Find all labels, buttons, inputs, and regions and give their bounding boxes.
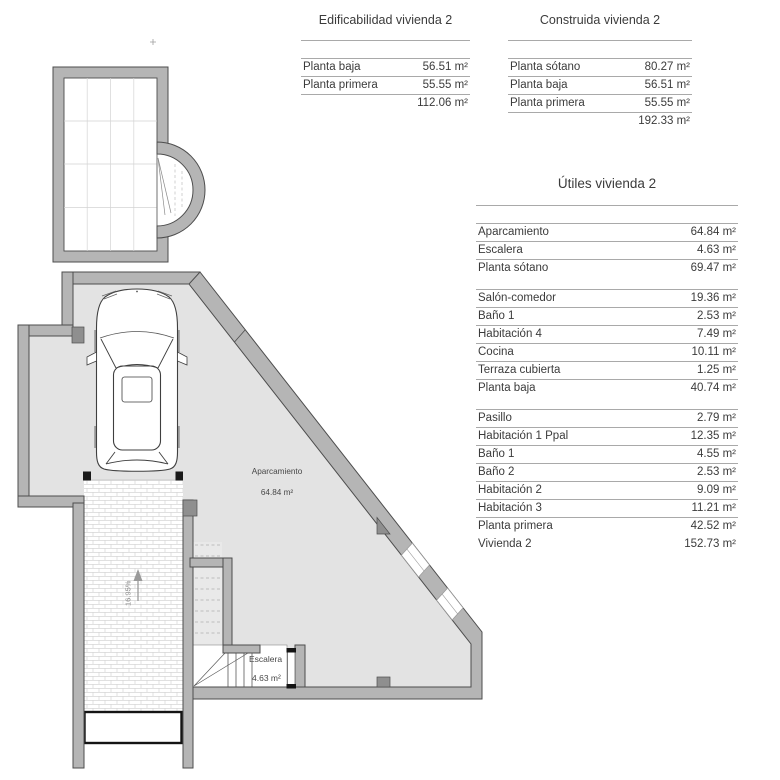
- stair-door: [287, 648, 297, 689]
- aparcamiento-label: Aparcamiento: [251, 467, 303, 476]
- row-value: 56.51 m²: [644, 79, 690, 91]
- row-label: Cocina: [478, 346, 514, 358]
- wall-stair-stub-bottom: [223, 645, 260, 653]
- row-label: Baño 2: [478, 466, 515, 478]
- row-value: 56.51 m²: [422, 61, 468, 73]
- garage-door: [85, 712, 182, 743]
- table-title: Edificabilidad vivienda 2: [301, 9, 470, 41]
- edificabilidad-table: [301, 9, 470, 112]
- row-value: 80.27 m²: [644, 61, 690, 73]
- stair-upper-flight-dashed: [193, 542, 222, 645]
- row-label: Habitación 3: [478, 502, 542, 514]
- row-value: 19.36 m²: [690, 292, 736, 304]
- wall-left-alcove: [18, 325, 29, 505]
- utiles-table: [476, 172, 738, 553]
- tiled-room: [53, 67, 205, 262]
- table-row: [476, 343, 738, 361]
- row-label: Salón-comedor: [478, 292, 556, 304]
- table-row: [476, 409, 738, 427]
- ramp: [84, 480, 183, 768]
- car-top-view: [87, 289, 187, 471]
- row-label: Planta primera: [303, 79, 378, 91]
- row-value: 12.35 m²: [690, 430, 736, 442]
- table-row: [476, 241, 738, 259]
- row-label: Planta baja: [303, 61, 361, 73]
- construida-table: [508, 9, 692, 130]
- car-antenna: [136, 291, 138, 293]
- row-value: 4.63 m²: [697, 244, 736, 256]
- row-label: Habitación 1 Ppal: [478, 430, 569, 442]
- row-value: 2.53 m²: [697, 310, 736, 322]
- row-value: 55.55 m²: [422, 79, 468, 91]
- row-label: Vivienda 2: [478, 538, 532, 550]
- table-subtotal-row: [476, 259, 738, 277]
- table-row: [476, 361, 738, 379]
- row-value: 1.25 m²: [697, 364, 736, 376]
- row-label: Habitación 2: [478, 484, 542, 496]
- total-value: 192.33 m²: [638, 115, 690, 127]
- table-row: [301, 58, 470, 76]
- table-row: [476, 223, 738, 241]
- table-row: [476, 427, 738, 445]
- row-label: Planta baja: [510, 79, 568, 91]
- table-title: Construida vivienda 2: [508, 9, 692, 41]
- table-row: [476, 445, 738, 463]
- aparcamiento-area: 64.84 m²: [260, 488, 294, 497]
- total-value: 152.73 m²: [684, 538, 736, 550]
- wall-door-jamb: [295, 645, 305, 687]
- table-total-row: [476, 535, 738, 553]
- car-body: [97, 289, 178, 471]
- row-label: Baño 1: [478, 310, 515, 322]
- row-label: Baño 1: [478, 448, 515, 460]
- row-label: Terraza cubierta: [478, 364, 561, 376]
- row-value: 10.11 m²: [691, 346, 736, 358]
- table-row: [476, 289, 738, 307]
- table-row: [476, 499, 738, 517]
- utiles-group-baja: [476, 289, 738, 397]
- table-row: [508, 94, 692, 112]
- wall-garage-top: [62, 272, 200, 284]
- row-value: 69.47 m²: [690, 262, 736, 274]
- table-total-row: [301, 94, 470, 112]
- row-value: 7.49 m²: [697, 328, 736, 340]
- table-row: [508, 76, 692, 94]
- row-label: Habitación 4: [478, 328, 542, 340]
- row-label: Planta baja: [478, 382, 536, 394]
- row-label: Pasillo: [478, 412, 512, 424]
- table-row: [476, 481, 738, 499]
- total-value: 112.06 m²: [417, 97, 468, 109]
- row-value: 9.09 m²: [697, 484, 736, 496]
- row-label: Escalera: [478, 244, 523, 256]
- row-label: Planta primera: [510, 97, 585, 109]
- wall-ramp-right: [183, 500, 193, 768]
- row-value: 55.55 m²: [644, 97, 690, 109]
- table-row: [476, 463, 738, 481]
- ramp-slope-label: 16.95%: [123, 580, 133, 606]
- row-label: Planta sótano: [478, 262, 549, 274]
- wall-ramp-left: [73, 503, 84, 768]
- wall-stair-vertical: [223, 558, 232, 653]
- row-value: 4.55 m²: [697, 448, 736, 460]
- row-value: 2.79 m²: [697, 412, 736, 424]
- reference-cross-mark: [150, 39, 156, 45]
- row-value: 64.84 m²: [690, 226, 736, 238]
- utiles-group-sotano: [476, 223, 738, 277]
- escalera-label: Escalera: [249, 654, 283, 664]
- table-total-row: [508, 112, 692, 130]
- table-title: Útiles vivienda 2: [476, 172, 738, 206]
- row-label: Aparcamiento: [478, 226, 549, 238]
- row-label: Planta primera: [478, 520, 553, 532]
- wall-left-upper: [62, 272, 73, 327]
- row-value: 11.21 m²: [691, 502, 736, 514]
- escalera-area: 4.63 m²: [252, 673, 281, 683]
- table-subtotal-row: [476, 379, 738, 397]
- table-row: [301, 76, 470, 94]
- table-subtotal-row: [476, 517, 738, 535]
- utiles-group-primera: [476, 409, 738, 553]
- row-value: 2.53 m²: [697, 466, 736, 478]
- table-row: [508, 58, 692, 76]
- table-row: [476, 325, 738, 343]
- row-value: 42.52 m²: [690, 520, 736, 532]
- row-value: 40.74 m²: [690, 382, 736, 394]
- table-row: [476, 307, 738, 325]
- row-label: Planta sótano: [510, 61, 581, 73]
